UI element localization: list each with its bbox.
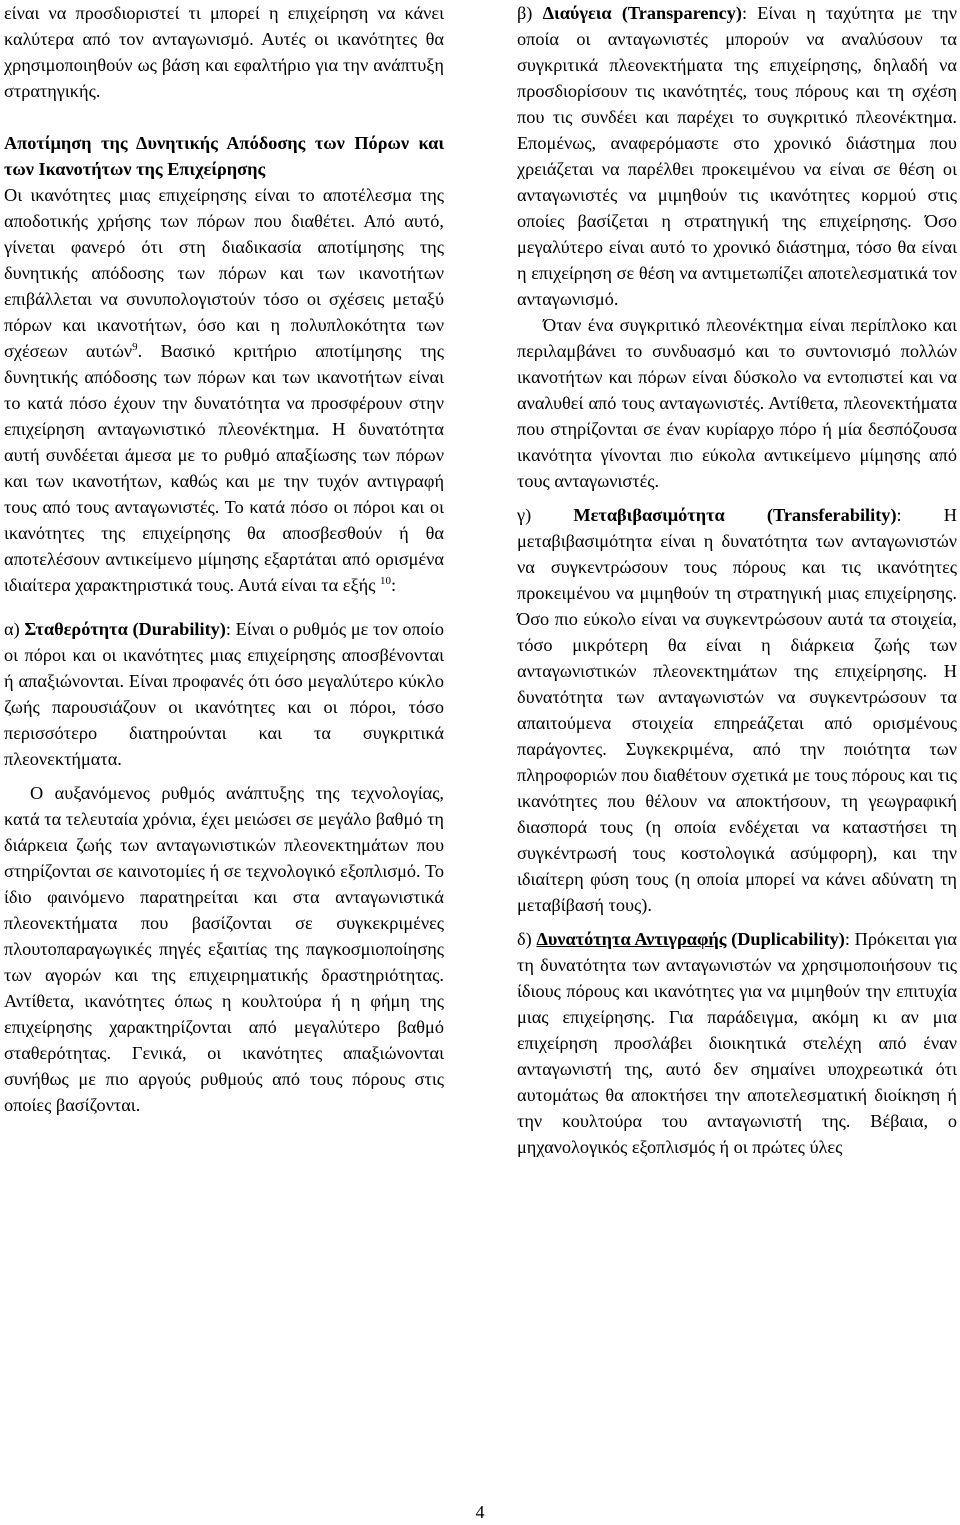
transparency-paragraph [517,0,957,312]
page-number: 4 [475,1502,485,1522]
body-paragraph [4,182,444,598]
item-prefix: β) [517,3,543,23]
item-prefix: α) [4,619,25,639]
left-column [4,0,444,1118]
section-heading: Αποτίμηση της Δυνητικής Απόδοσης των Πόρων και των Ικανοτήτων της Επιχείρησης [4,133,444,179]
paragraph-text: : Είναι ο ρυθμός με τον οποίο οι πόροι και οι ικανότητες μιας επιχείρησης αποσβένονται ή απαξιώνονται. Είναι προφανές ότι όσο μεγαλύτερο κύκλο ζωής παρουσιάζουν οι ικανότητες και οι πόροι, τόσο περισσότερο διατηρούνται και τα συγκριτικά πλεονεκτήματα. [4,619,444,769]
term-transferability: Μεταβιβασιμότητα [573,505,725,525]
term-durability: Σταθερότητα [24,619,128,639]
paragraph-text: . Βασικό κριτήριο αποτίμησης της δυνητικής απόδοσης των πόρων και των ικανοτήτων είναι το κατά πόσο έχουν την δυνατότητα να προσφέρουν στην επιχείρηση ανταγωνιστικό πλεονέκτημα. Η δυνατότητα αυτή συνδέεται άμεσα με το ρυθμό απαξίωσης των πόρων και των ικανοτήτων, καθώς και με την τυχόν αντιγραφή τους από τους ανταγωνιστές. Το κατά πόσο οι πόροι και οι ικανότητες της επιχείρησης θα αποσβεσθούν ή θα αποτελέσουν αντικείμενο μίμησης εξαρτάται από ορισμένα ιδιαίτερα χαρακτηριστικά τους. Αυτά είναι τα εξής [4,341,444,595]
durability-paragraph [4,616,444,772]
paragraph-text: Οι ικανότητες μιας επιχείρησης είναι το αποτέλεσμα της αποδοτικής χρήσης των πόρων που διαθέτει. Από αυτό, γίνεται φανερό ότι στη διαδικασία αποτίμησης της δυνητικής απόδοσης των πόρων και των ικανοτήτων επιβάλλεται να συνυπολογιστούν τόσο οι σχέσεις μεταξύ πόρων και ικανοτήτων, όσο και η πολυπλοκότητα των σχέσεων αυτών [4,185,444,361]
term-duplicability-text: Δυνατότητα Αντιγραφής [536,929,727,949]
item-prefix: γ) [517,505,574,525]
paragraph-text: : [391,575,397,595]
paragraph-text: : Πρόκειται για τη δυνατότητα των ανταγωνιστών να χρησιμοποιήσουν τις ίδιους πόρους και ικανότητες για να μιμηθούν την επιτυχία μιας επιχείρησης. Για παράδειγμα, ακόμη κι αν μια επιχείρηση προσλάβει διοικητικά στελέχη από έναν ανταγωνιστή της, αυτό δεν σημαίνει υποχρεωτικά ότι αυτομάτως θα αποκτήσει την αποτελεσματική διοίκηση ή την κουλτούρα του ανταγωνιστή της. Βέβαια, ο μηχανολογικός εξοπλισμός ή οι πρώτες ύλες [517,929,957,1157]
term-transparency: Διαύγεια [542,3,612,23]
intro-paragraph: είναι να προσδιοριστεί τι μπορεί η επιχείρηση να κάνει καλύτερα από τον ανταγωνισμό. Αυτές οι ικανότητες θα χρησιμοποιηθούν ως βάση και εφαλτήριο για την ανάπτυξη στρατηγικής. [4,3,444,101]
term-en: (Transferability) [724,505,897,525]
technology-paragraph: Ο αυξανόμενος ρυθμός ανάπτυξης της τεχνολογίας, κατά τα τελευταία χρόνια, έχει μειώσει σε μεγάλο βαθμό τη διάρκεια ζωής των ανταγωνιστικών πλεονεκτημάτων που στηρίζονται σε καινοτομίες ή σε τεχνολογικό εξοπλισμό. Το ίδιο φαινόμενο παρατηρείται και στα ανταγωνιστικά πλεονεκτήματα που βασίζονται σε συγκεκριμένες πλουτοπαραγωγικές πηγές εξαιτίας της παγκοσμιοποίησης των αγορών και της επιχειρηματικής δραστηριότητας. Αντίθετα, ικανότητες όπως η κουλτούρα ή η φήμη της επιχείρησης χαρακτηρίζονται από μεγαλύτερο βαθμό σταθερότητας. Γενικά, οι ικανότητες απαξιώνονται συνήθως με πιο αργούς ρυθμούς από τους πόρους στις οποίες βασίζονται. [4,783,444,1115]
item-prefix: δ) [517,929,537,949]
right-column [517,0,957,1160]
term-en: (Transparency) [611,3,742,23]
term-duplicability [536,929,726,949]
footnote-ref: 10 [380,574,391,587]
footnote-ref: 9 [132,340,138,353]
complexity-paragraph: Όταν ένα συγκριτικό πλεονέκτημα είναι περίπλοκο και περιλαμβάνει το συνδυασμό και το συντονισμό πολλών ικανοτήτων και πόρων είναι δύσκολο να εντοπιστεί και να αναλυθεί από τους ανταγωνιστές. Αντίθετα, πλεονεκτήματα που στηρίζονται σε έναν κυρίαρχο πόρο ή μία δεσπόζουσα ικανότητα γίνονται πιο εύκολα αντικείμενο μίμησης από τους ανταγωνιστές. [517,315,957,491]
paragraph-text: : Η μεταβιβασιμότητα είναι η δυνατότητα των ανταγωνιστών να συγκεντρώσουν τους πόρους και τις ικανότητες προκειμένου να μιμηθούν τη στρατηγική μιας επιχείρησης. Όσο πιο εύκολο είναι να συγκεντρώσουν αυτά τα στοιχεία, τόσο μικρότερη θα είναι η διάρκεια ζωής των ανταγωνιστικών πλεονεκτημάτων της επιχείρησης. Η δυνατότητα των ανταγωνιστών να συγκεντρώσουν τα απαιτούμενα στοιχεία επηρεάζεται από ορισμένους παράγοντες. Συγκεκριμένα, από την ποιότητα των πληροφοριών που διαθέτουν σχετικά με τους πόρους και τις ικανότητες που θέλουν να αποκτήσουν, τη γεωγραφική διασπορά τους (η οποία ενδέχεται να καταστήσει τη συγκέντρωσή τους κοστολογικά ασύμφορη), και την ιδιαίτερη φύση τους (η οποία μπορεί να κάνει αδύνατη τη μεταβίβασή τους). [517,505,957,915]
term-en: (Durability) [127,619,226,639]
term-en: (Duplicability) [726,929,845,949]
transferability-paragraph [517,502,957,918]
paragraph-text: : Είναι η ταχύτητα με την οποία οι ανταγωνιστές μπορούν να αναλύσουν τα συγκριτικά πλεονεκτήματα της επιχείρησης, δηλαδή να προσδιορίσουν τις ικανότητές, τους πόρους και τη σχέση που τις συνδέει και παρέχει το συγκριτικό πλεονέκτημα. Επομένως, αναφερόμαστε στο χρονικό διάστημα που χρειάζεται να παρέλθει προκειμένου να είναι σε θέση οι ανταγωνιστές να μιμηθούν τις ικανότητες κορμού στις οποίες βασίζεται η στρατηγική της επιχείρησης. Όσο μεγαλύτερο είναι αυτό το χρονικό διάστημα, τόσο θα είναι η επιχείρηση σε θέση να αντιμετωπίζει αποτελεσματικά τον ανταγωνισμό. [517,3,957,309]
duplicability-paragraph [517,926,957,1160]
